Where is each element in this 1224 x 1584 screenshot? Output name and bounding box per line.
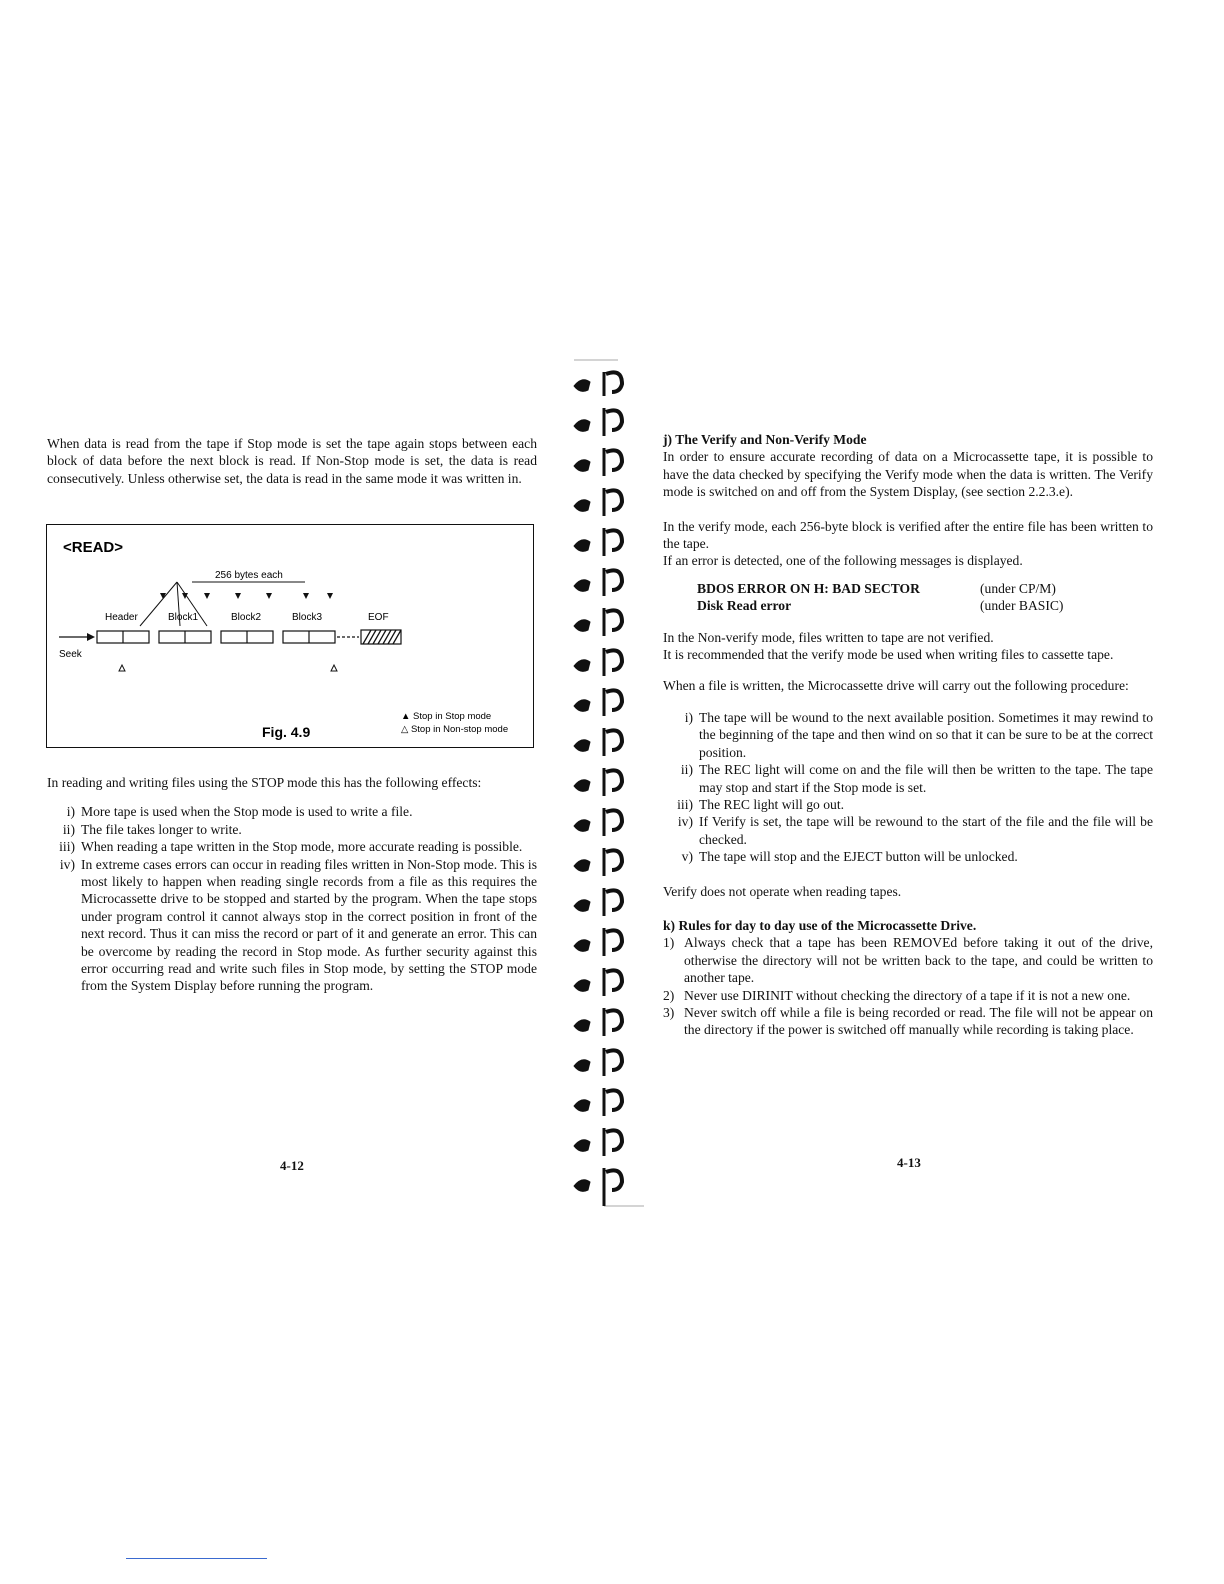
right-page-number: 4-13 xyxy=(897,1155,921,1170)
bytes-label: 256 bytes each xyxy=(215,570,283,581)
message-row: BDOS ERROR ON H: BAD SECTOR (under CP/M) xyxy=(697,580,1056,596)
eof-hatch xyxy=(361,630,401,644)
list-item: 3) Never switch off while a file is being recorded or read. The file will not be appear on the directory if the power is switched off manually while recording is taking place. xyxy=(663,1004,1153,1038)
section-j-paragraph-1: In order to ensure accurate recording of data on a Microcassette tape, it is possible to have the data checked by specifying the Verify mode when the data is written. The Verify mode is switched on and off from the System Display, (see section 2.2.3.e). xyxy=(663,449,1153,500)
list-item: ii) The file takes longer to write. xyxy=(62,821,242,837)
list-item: iii) The REC light will go out. xyxy=(677,796,844,812)
effects-list xyxy=(47,803,537,994)
list-item: iv) If Verify is set, the tape will be rewound to the start of the file and the file will be checked. xyxy=(677,814,1153,847)
list-item: 2) Never use DIRINIT without checking the directory of a tape if it is not a new one. xyxy=(663,987,1131,1003)
figure-title: <READ> xyxy=(63,539,124,556)
spiral-binding xyxy=(560,356,650,1216)
list-item: iv) In extreme cases errors can occur in reading files written in Non-Stop mode. This is most likely to happen when reading single records from a file as this requires the Microcassette drive to be stopped and started by the program. When the tape stops under program control it cannot always stop in the correct position in front of the next record. Thus it can miss the record or part of it and generate an error. This can be overcome by reading the record in Stop mode. As further security against this error occurring read and write such files in Stop mode, by setting the STOP mode from the System Display before running the program. xyxy=(59,856,537,994)
nonverify-paragraph-2: It is recommended that the verify mode be used when writing files to cassette tape. xyxy=(663,647,1114,663)
section-j-paragraph-2: In the verify mode, each 256-byte block is verified after the entire file has been written to the tape. xyxy=(663,518,1153,552)
effects-intro: In reading and writing files using the STOP mode this has the following effects: xyxy=(47,775,482,790)
figure-caption: Fig. 4.9 xyxy=(262,724,311,740)
section-j-heading: j) The Verify and Non-Verify Mode xyxy=(663,432,867,447)
rules-list xyxy=(663,934,1153,1038)
nonstop-triangles xyxy=(119,665,337,671)
procedure-list xyxy=(663,709,1153,866)
section-j-paragraph-3: If an error is detected, one of the following messages is displayed. xyxy=(663,553,1023,569)
left-page-number: 4-12 xyxy=(280,1158,304,1173)
verify-note: Verify does not operate when reading tapes. xyxy=(663,883,902,899)
legend-stop: ▲ Stop in Stop mode xyxy=(401,711,492,722)
message-row: Disk Read error (under BASIC) xyxy=(697,598,1064,614)
header-label: Header xyxy=(105,612,138,623)
list-item: 1) Always check that a tape has been REMOVEd before taking it out of the drive, otherwise the directory will not be written back to the tape, and could be written to another tape. xyxy=(663,935,1153,986)
nonverify-paragraph-1: In the Non-verify mode, files written to tape are not verified. xyxy=(663,629,994,645)
eof-label: EOF xyxy=(368,612,389,623)
procedure-intro: When a file is written, the Microcassette drive will carry out the following procedure: xyxy=(663,678,1129,694)
spiral-loops xyxy=(574,408,622,1206)
block3-label: Block3 xyxy=(292,612,323,623)
list-item: v) The tape will stop and the EJECT button will be unlocked. xyxy=(681,849,1018,865)
left-effects xyxy=(47,774,537,995)
left-intro xyxy=(47,435,537,487)
section-k-heading: k) Rules for day to day use of the Microcassette Drive. xyxy=(663,917,977,933)
list-item: i) The tape will be wound to the next available position. Sometimes it may rewind to the beginning of the tape and then wind on so that it can be sure to be at the correct position. xyxy=(684,709,1153,760)
left-intro-paragraph: When data is read from the tape if Stop mode is set the tape again stops between each block of data before the next block is read. If Non-Stop mode is set, the data is read consecutively. Unless otherwise set, the data is read in the same mode it was written in. xyxy=(47,436,537,486)
tape-blocks xyxy=(97,631,335,643)
right-section-j xyxy=(663,431,1153,1039)
figure-4-9 xyxy=(46,524,534,748)
legend-nonstop: △ Stop in Non-stop mode xyxy=(401,724,509,735)
seek-label: Seek xyxy=(59,649,82,660)
error-messages xyxy=(697,580,1153,615)
list-item: i) More tape is used when the Stop mode is used to write a file. xyxy=(66,804,413,820)
list-item: ii) The REC light will come on and the file will then be written to the tape. The tape may stop and start if the Stop mode is set. xyxy=(680,762,1153,795)
list-item: iii) When reading a tape written in the Stop mode, more accurate reading is possible. xyxy=(59,839,523,855)
block1-label: Block1 xyxy=(168,612,199,623)
block2-label: Block2 xyxy=(231,612,262,623)
bottom-rule xyxy=(126,1558,267,1559)
read-diagram xyxy=(47,525,533,747)
